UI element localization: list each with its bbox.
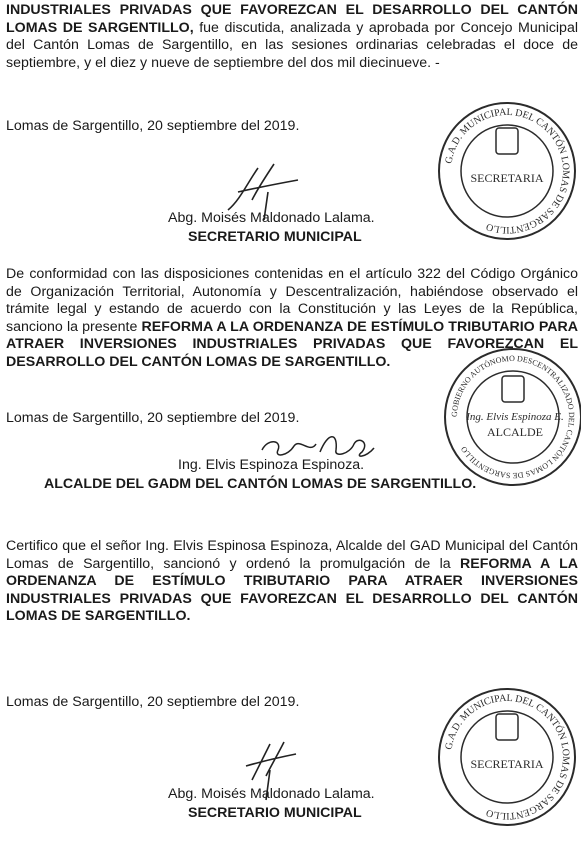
stamp-label: ALCALDE — [487, 425, 543, 439]
secretary-title-1: SECRETARIO MUNICIPAL — [188, 229, 362, 245]
stamp-label: SECRETARIA — [470, 757, 544, 771]
ordinance-title-continuation: INDUSTRIALES PRIVADAS QUE FAVOREZCAN EL DESARROLLO DEL CANTÓN LOMAS DE SARGENTILLO, — [6, 2, 578, 36]
stamp-ring-text: G.A.D. MUNICIPAL DEL CANTÓN LOMAS DE SARGENTILLO — [443, 692, 572, 822]
ordinance-title-2: REFORMA A LA ORDENANZA DE ESTÍMULO TRIBUTARIO PARA ATRAER INVERSIONES INDUSTRIALES PRIVADAS QUE FAVOREZCAN EL DESARROLLO DEL CANTÓN LOMAS DE SARGENTILLO. — [6, 555, 578, 624]
coat-of-arms-icon — [502, 376, 524, 402]
alcalde-stamp — [442, 346, 581, 488]
secretaria-stamp-2 — [436, 686, 578, 828]
stamp-ring-text: G.A.D. MUNICIPAL DEL CANTÓN LOMAS DE SARGENTILLO — [443, 106, 572, 236]
stamp-ring-text: GOBIERNO AUTÓNOMO DESCENTRALIZADO DEL CANTÓN LOMAS DE SARGENTILLO — [449, 353, 577, 481]
secretaria-stamp-1 — [436, 100, 578, 242]
certification-text: Certifico que el señor Ing. Elvis Espinosa Espinoza, Alcalde del GAD Municipal del Cantón Lomas de Sargentillo, sancionó y ordenó la promulgación de la — [6, 538, 578, 572]
stamp-label: SECRETARIA — [470, 171, 544, 185]
date-line-2: Lomas de Sargentillo, 20 septiembre del 2019. — [6, 410, 300, 426]
ordinance-title: REFORMA A LA ORDENANZA DE ESTÍMULO TRIBUTARIO PARA ATRAER INVERSIONES INDUSTRIALES PRIVADAS QUE FAVOREZCAN EL DESARROLLO DEL CANTÓN LOMAS DE SARGENTILLO. — [6, 318, 578, 370]
mayor-name: Ing. Elvis Espinoza Espinoza. — [178, 457, 365, 473]
secretary-name-1: Abg. Moisés Maldonado Lalama. — [168, 210, 375, 226]
secretary-name-2: Abg. Moisés Maldonado Lalama. — [168, 786, 375, 802]
approval-paragraph — [6, 2, 578, 72]
date-line-1: Lomas de Sargentillo, 20 septiembre del 2019. — [6, 118, 300, 134]
mayor-title: ALCALDE DEL GADM DEL CANTÓN LOMAS DE SARGENTILLO. — [44, 476, 477, 492]
sanction-text: De conformidad con las disposiciones contenidas en el artículo 322 del Código Orgánico de Organización Territorial, Autonomía y Descentralización, habiéndose observado el trámite legal y estando de acuerdo con la Constitución y las Leyes de la República, sanciono la presente — [6, 266, 578, 335]
secretary-title-2: SECRETARIO MUNICIPAL — [188, 805, 362, 821]
coat-of-arms-icon — [496, 714, 518, 740]
coat-of-arms-icon — [496, 128, 518, 154]
approval-text: fue discutida, analizada y aprobada por Concejo Municipal del Cantón Lomas de Sargentillo, en las sesiones ordinarias celebradas el doce de septiembre, y el diez y nueve de septiembre del dos mil diecinueve. - — [6, 19, 578, 71]
date-line-3: Lomas de Sargentillo, 20 septiembre del 2019. — [6, 694, 300, 710]
certification-paragraph — [6, 538, 578, 626]
stamp-name: Ing. Elvis Espinoza E. — [466, 411, 564, 423]
